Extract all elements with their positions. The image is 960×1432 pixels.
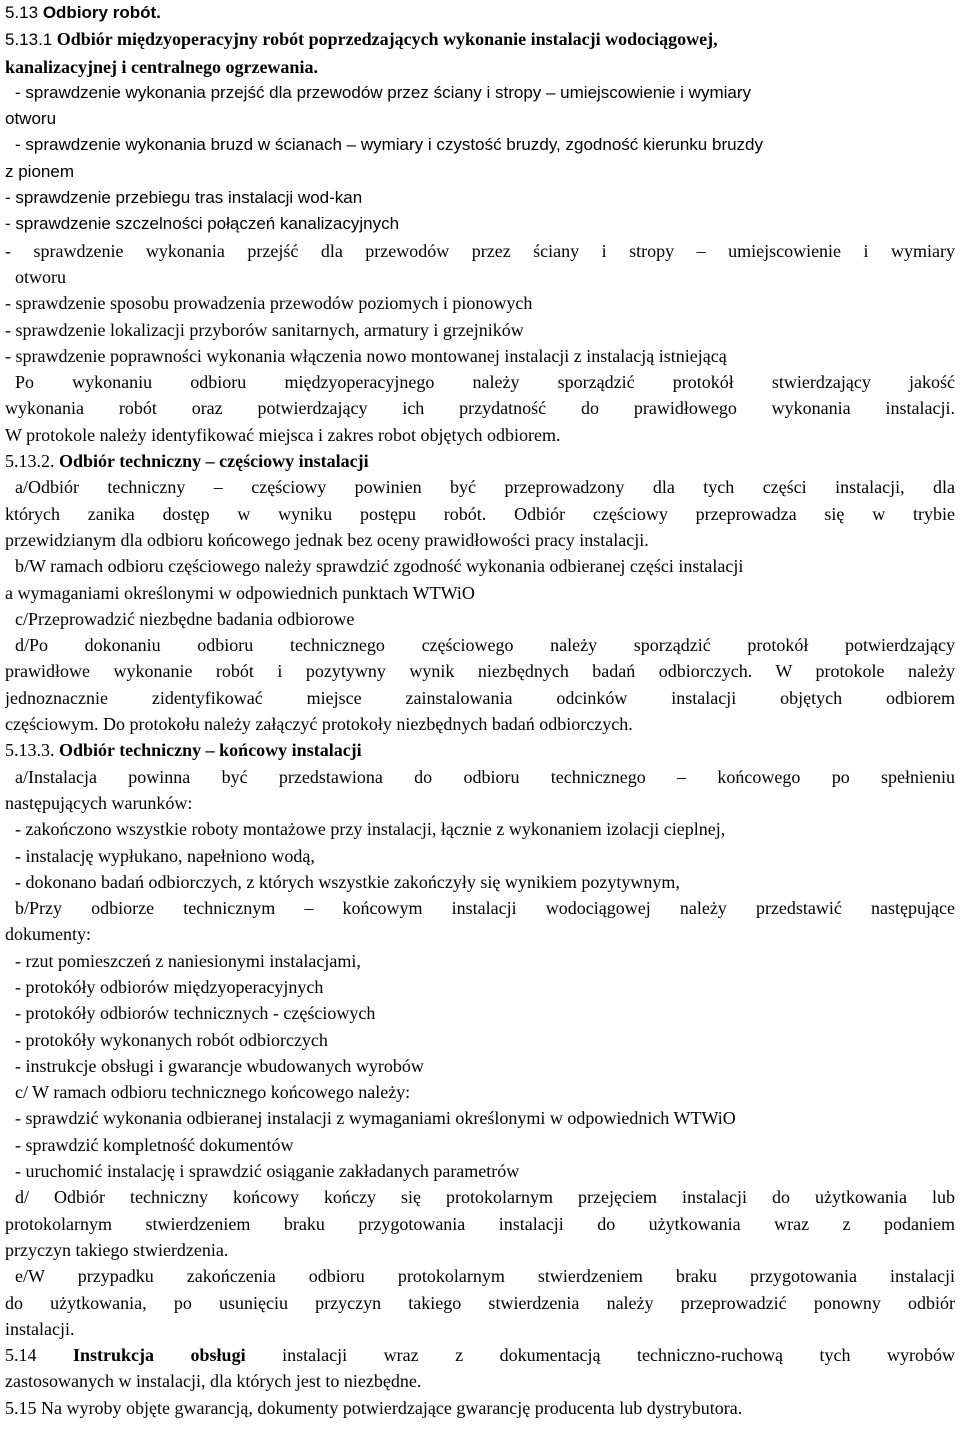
paragraph-line: d/ Odbiór techniczny końcowy kończy się protokolarnym przejęciem instalacji do użytkowania lub	[15, 1187, 955, 1208]
paragraph-line: d/Po dokonaniu odbioru technicznego częściowego należy sporządzić protokół potwierdzający	[15, 635, 955, 656]
paragraph-line: następujących warunków:	[5, 792, 193, 813]
list-item: - sprawdzenie przebiegu tras instalacji wod-kan	[5, 188, 363, 208]
section-5-15	[5, 1395, 955, 1421]
list-item: - protokóły odbiorów technicznych - częściowych	[15, 1003, 376, 1024]
list-item: - protokóły wykonanych robót odbiorczych	[15, 1029, 328, 1050]
subsection-title: Odbiór techniczny – częściowy instalacji	[59, 451, 369, 472]
paragraph-line: przyczyn takiego stwierdzenia.	[5, 1239, 229, 1260]
section-number: 5.15	[5, 1397, 37, 1418]
list-item-continuation: z pionem	[5, 161, 74, 181]
list-item: - rzut pomieszczeń z naniesionymi instalacjami,	[15, 950, 361, 971]
list-item: - uruchomić instalację i sprawdzić osiąganie zakładanych parametrów	[15, 1161, 520, 1182]
paragraph-line: e/W przypadku zakończenia odbioru protokolarnym stwierdzeniem braku przygotowania instalacji	[15, 1266, 955, 1287]
subsection-number: 5.13.2.	[5, 451, 55, 472]
paragraph-line: prawidłowe wykonanie robót i pozytywny wynik niezbędnych badań odbiorczych. W protokole należy	[5, 661, 955, 682]
list-item: - sprawdzenie poprawności wykonania włączenia nowo montowanej instalacji z instalacją istniejącą	[5, 345, 727, 366]
list-item: - sprawdzić wykonania odbieranej instalacji z wymaganiami określonymi w odpowiednich WTWiO	[15, 1108, 736, 1129]
list-item: - instrukcje obsługi i gwarancje wbudowanych wyrobów	[15, 1055, 424, 1076]
paragraph-line: Po wykonaniu odbioru międzyoperacyjnego należy sporządzić protokół stwierdzający jakość	[15, 372, 955, 393]
list-item: - dokonano badań odbiorczych, z których wszystkie zakończyły się wynikiem pozytywnym,	[15, 871, 680, 892]
subsection-heading-5-13-1	[5, 26, 955, 53]
paragraph-line: b/W ramach odbioru częściowego należy sprawdzić zgodność wykonania odbieranej części instalacji	[15, 556, 744, 577]
section-number: 5.14	[5, 1345, 37, 1366]
section-5-14-line-1	[5, 1342, 955, 1368]
section-title: Odbiory robót.	[42, 3, 161, 22]
subsection-number: 5.13.3.	[5, 740, 55, 761]
subsection-heading-5-13-3	[5, 737, 955, 763]
list-item: - instalację wypłukano, napełniono wodą,	[15, 845, 315, 866]
subsection-title: Odbiór techniczny – końcowy instalacji	[59, 740, 362, 761]
paragraph-line: a wymaganiami określonymi w odpowiednich punktach WTWiO	[5, 582, 475, 603]
paragraph-line: c/Przeprowadzić niezbędne badania odbiorowe	[15, 608, 355, 629]
paragraph-line: b/Przy odbiorze technicznym – końcowym instalacji wodociągowej należy przedstawić następujące	[15, 898, 955, 919]
list-item: - sprawdzenie szczelności połączeń kanalizacyjnych	[5, 214, 400, 234]
list-item: - sprawdzić kompletność dokumentów	[15, 1134, 294, 1155]
section-number: 5.13	[5, 3, 39, 22]
paragraph-line: a/Instalacja powinna być przedstawiona do odbioru technicznego – końcowego po spełnieniu	[15, 766, 955, 787]
paragraph-line: dokumenty:	[5, 924, 91, 945]
paragraph-line: do użytkowania, po usunięciu przyczyn takiego stwierdzenia należy przeprowadzić ponowny odbiór	[5, 1292, 955, 1313]
paragraph-line: których zanika dostęp w wyniku postępu robót. Odbiór częściowy przeprowadza się w trybie	[5, 503, 955, 524]
paragraph-line: protokolarnym stwierdzeniem braku przygotowania instalacji do użytkowania wraz z podaniem	[5, 1213, 955, 1234]
list-item-continuation: otworu	[15, 266, 66, 287]
list-item-continuation: otworu	[5, 109, 57, 129]
section-heading-5-13	[5, 0, 955, 26]
section-title: Instrukcja obsługi	[73, 1345, 246, 1366]
paragraph-line: wykonania robót oraz potwierdzający ich przydatność do prawidłowego wykonania instalacji.	[5, 398, 955, 419]
paragraph-line: W protokole należy identyfikować miejsca i zakres robot objętych odbiorem.	[5, 424, 561, 445]
list-item: - protokóły odbiorów międzyoperacyjnych	[15, 976, 324, 997]
paragraph-line: instalacji.	[5, 1318, 75, 1339]
subsection-title-line-2: kanalizacyjnej i centralnego ogrzewania.	[5, 56, 318, 77]
subsection-heading-5-13-2	[5, 448, 955, 474]
list-item: - sprawdzenie wykonania przejść dla przewodów przez ściany i stropy – umiejscowienie i wymiary	[15, 82, 752, 102]
paragraph-line: przewidzianym dla odbioru końcowego jednak bez oceny prawidłowości pracy instalacji.	[5, 529, 649, 550]
list-item: - zakończono wszystkie roboty montażowe przy instalacji, łącznie z wykonaniem izolacji cieplnej,	[15, 819, 726, 840]
list-item: - sprawdzenie wykonania bruzd w ścianach – wymiary i czystość bruzdy, zgodność kierunku bruzdy	[15, 135, 764, 155]
list-item: - sprawdzenie wykonania przejść dla przewodów przez ściany i stropy – umiejscowienie i wymiary	[5, 240, 955, 261]
paragraph-line: jednoznacznie zidentyfikować miejsce zainstalowania odcinków instalacji objętych odbiorem	[5, 687, 955, 708]
section-text: instalacji wraz z dokumentacją techniczno-ruchową tych wyrobów	[282, 1345, 955, 1366]
subsection-title-line-1: Odbiór międzyoperacyjny robót poprzedzających wykonanie instalacji wodociągowej,	[56, 29, 718, 50]
paragraph-line: częściowym. Do protokołu należy załączyć protokoły niezbędnych badań odbiorczych.	[5, 714, 633, 735]
list-item: - sprawdzenie lokalizacji przyborów sanitarnych, armatury i grzejników	[5, 319, 524, 340]
paragraph-line: c/ W ramach odbioru technicznego końcowego należy:	[15, 1082, 411, 1103]
subsection-number: 5.13.1	[5, 30, 53, 50]
section-text: Na wyroby objęte gwarancją, dokumenty potwierdzające gwarancję producenta lub dystrybutora.	[41, 1397, 743, 1418]
section-5-14-line-2: zastosowanych w instalacji, dla których jest to niezbędne.	[5, 1371, 422, 1392]
paragraph-line: a/Odbiór techniczny – częściowy powinien być przeprowadzony dla tych części instalacji, dla	[15, 477, 955, 498]
list-item: - sprawdzenie sposobu prowadzenia przewodów poziomych i pionowych	[5, 293, 533, 314]
